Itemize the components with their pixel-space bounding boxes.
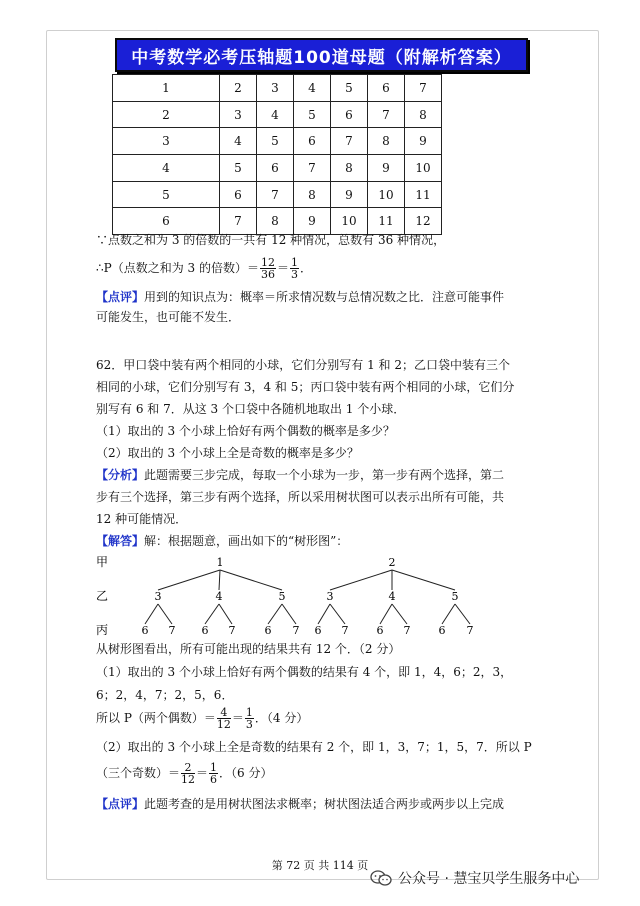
tree-branch xyxy=(392,604,407,624)
table-cell: 3 xyxy=(220,101,257,128)
tree-branch xyxy=(205,604,219,624)
tree-node-level3: 6 xyxy=(376,624,384,637)
tree-branch xyxy=(158,604,172,624)
table-cell: 5 xyxy=(294,101,331,128)
table-cell: 6 xyxy=(220,181,257,208)
tree-node-level2: 4 xyxy=(388,590,396,603)
table-cell: 6 xyxy=(368,75,405,102)
result-1-line2: 6；2，4，7；2，5，6． xyxy=(96,688,234,702)
tree-node-level3: 7 xyxy=(228,624,236,637)
result-1-probability: 所以 P（两个偶数）＝ $\frac{4}{12}$ ＝ $\frac{1}{3}$ ．（4 分） xyxy=(96,705,309,731)
table-cell: 8 xyxy=(294,181,331,208)
fraction: $\frac{1}{3}$ xyxy=(245,705,253,731)
tree-node-level3: 6 xyxy=(201,624,209,637)
tree-node-level3: 7 xyxy=(403,624,411,637)
table-cell: 4 xyxy=(257,101,294,128)
table-cell: 6 xyxy=(257,155,294,182)
tree-branch xyxy=(219,570,220,590)
table-cell: 8 xyxy=(257,208,294,235)
table-cell: 7 xyxy=(368,101,405,128)
comment-61-cont: 可能发生，也可能不发生． xyxy=(96,310,241,324)
table-cell: 9 xyxy=(331,181,368,208)
wechat-icon xyxy=(370,870,392,886)
tree-node-level2: 5 xyxy=(451,590,459,603)
table-cell: 5 xyxy=(220,155,257,182)
tree-node-level2: 4 xyxy=(215,590,223,603)
comment-61: 【点评】用到的知识点为：概率＝所求情况数与总情况数之比．注意可能事件 xyxy=(96,290,505,304)
table-cell: 4 xyxy=(294,75,331,102)
table-cell: 8 xyxy=(405,101,442,128)
table-cell: 6 xyxy=(294,128,331,155)
tree-node-level3: 6 xyxy=(141,624,149,637)
table-cell: 3 xyxy=(257,75,294,102)
table-cell: 3 xyxy=(113,128,220,155)
tree-node-level2: 3 xyxy=(326,590,334,603)
tree-node-level2: 3 xyxy=(154,590,162,603)
tree-branch xyxy=(318,604,330,624)
page-number: 第 72 页 共 114 页 xyxy=(271,859,369,872)
watermark xyxy=(370,868,579,888)
table-cell: 2 xyxy=(113,101,220,128)
tree-node-level3: 7 xyxy=(168,624,176,637)
table-cell: 11 xyxy=(368,208,405,235)
tree-branch xyxy=(442,604,455,624)
table-cell: 9 xyxy=(405,128,442,155)
table-cell: 1 xyxy=(113,75,220,102)
analysis-line2: 步有三个选择，第三步有两个选择，所以采用树状图可以表示出所有可能，共 xyxy=(96,490,505,504)
tree-node-level2: 5 xyxy=(278,590,286,603)
table-cell: 6 xyxy=(331,101,368,128)
table-cell: 7 xyxy=(331,128,368,155)
analysis-line3: 12 种可能情况． xyxy=(96,512,188,526)
tree-branch xyxy=(330,570,392,590)
table-cell: 12 xyxy=(405,208,442,235)
table-cell: 11 xyxy=(405,181,442,208)
tree-node-level3: 7 xyxy=(341,624,349,637)
result-total: 从树形图看出，所有可能出现的结果共有 12 个．（2 分） xyxy=(96,642,401,656)
tree-node-level3: 7 xyxy=(292,624,300,637)
tree-branch xyxy=(268,604,282,624)
table-cell: 7 xyxy=(220,208,257,235)
sub-question-2: （2）取出的 3 个小球上全是奇数的概率是多少？ xyxy=(96,446,359,460)
tree-branch xyxy=(220,570,282,590)
tree-node-level3: 6 xyxy=(438,624,446,637)
fraction: $\frac{1}{3}$ xyxy=(291,255,298,281)
tree-branch xyxy=(380,604,392,624)
tree-branch xyxy=(330,604,345,624)
table-cell: 2 xyxy=(220,75,257,102)
fraction: $\frac{12}{36}$ xyxy=(260,255,275,281)
comment-62: 【点评】此题考查的是用树状图法求概率；树状图法适合两步或两步以上完成 xyxy=(96,797,505,811)
fraction: $\frac{4}{12}$ xyxy=(216,705,231,731)
result-2-line1: （2）取出的 3 个小球上全是奇数的结果有 2 个，即 1，3，7；1，5，7．所以 P xyxy=(96,740,532,754)
watermark-text: 公众号 · 慧宝贝学生服务中心 xyxy=(398,871,580,887)
tree-node-level3: 7 xyxy=(466,624,474,637)
table-cell: 8 xyxy=(331,155,368,182)
answer-line: 【解答】解：根据题意，画出如下的“树形图”： xyxy=(96,534,349,548)
table-cell: 6 xyxy=(113,208,220,235)
tree-branch xyxy=(145,604,158,624)
tree-branch xyxy=(392,570,455,590)
tree-branch xyxy=(219,604,232,624)
table-cell: 5 xyxy=(113,181,220,208)
label-yi: 乙 xyxy=(96,589,109,603)
question-62-line3: 别写有 6 和 7．从这 3 个口袋中各随机地取出 1 个小球． xyxy=(96,402,406,416)
fraction: $\frac{2}{12}$ xyxy=(181,760,196,786)
analysis-line1: 【分析】此题需要三步完成，每取一个小球为一步，第一步有两个选择，第二 xyxy=(96,468,505,482)
table-cell: 8 xyxy=(368,128,405,155)
table-cell: 10 xyxy=(331,208,368,235)
table-cell: 7 xyxy=(405,75,442,102)
table-cell: 9 xyxy=(294,208,331,235)
tree-node-level3: 6 xyxy=(264,624,272,637)
tree-branch xyxy=(455,604,470,624)
table-cell: 7 xyxy=(257,181,294,208)
tree-node-level1: 1 xyxy=(216,556,224,569)
table-cell: 5 xyxy=(257,128,294,155)
since-line: ∵点数之和为 3 的倍数的一共有 12 种情况，总数有 36 种情况， xyxy=(96,233,446,247)
tree-branch xyxy=(158,570,220,590)
page-title: 中考数学必考压轴题100道母题（附解析答案） xyxy=(131,47,512,68)
sub-question-1: （1）取出的 3 个小球上恰好有两个偶数的概率是多少？ xyxy=(96,424,395,438)
table-cell: 10 xyxy=(405,155,442,182)
tree-branch xyxy=(282,604,296,624)
result-1-line1: （1）取出的 3 个小球上恰好有两个偶数的结果有 4 个，即 1，4，6；2，3， xyxy=(96,665,513,679)
table-cell: 7 xyxy=(294,155,331,182)
table-cell: 10 xyxy=(368,181,405,208)
label-bing: 丙 xyxy=(96,623,109,637)
tree-node-level3: 6 xyxy=(314,624,322,637)
table-cell: 9 xyxy=(368,155,405,182)
probability-line: ∴P（点数之和为 3 的倍数）＝ $\frac{12}{36}$ ＝ $\frac{1}{3}$ ． xyxy=(96,255,313,281)
question-62-line1: 62．甲口袋中装有两个相同的小球，它们分别写有 1 和 2；乙口袋中装有三个 xyxy=(96,358,510,372)
question-62-line2: 相同的小球，它们分别写有 3，4 和 5；丙口袋中装有两个相同的小球，它们分 xyxy=(96,380,515,394)
fraction: $\frac{1}{6}$ xyxy=(210,760,218,786)
table-cell: 5 xyxy=(331,75,368,102)
tree-node-level1: 2 xyxy=(388,556,396,569)
table-cell: 4 xyxy=(220,128,257,155)
table-cell: 4 xyxy=(113,155,220,182)
label-jia: 甲 xyxy=(96,555,109,569)
result-2-probability: （三个奇数）＝ $\frac{2}{12}$ ＝ $\frac{1}{6}$ ．（6 分） xyxy=(96,760,273,786)
